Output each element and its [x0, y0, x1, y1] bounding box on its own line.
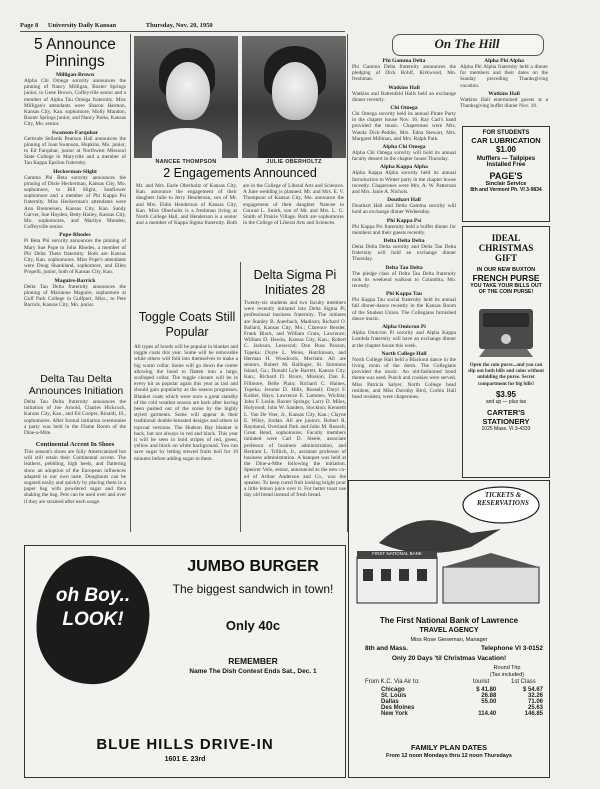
photo-right-caption: JULIE OBERHOLTZ: [266, 159, 322, 165]
ad-carters-l3: GIFT: [494, 253, 517, 263]
ad-carters-l5: FRENCH PURSE: [472, 273, 540, 283]
fare-tourist: 114.40: [478, 711, 497, 717]
hill-item-text: Watkins and Battenfeld Halls held an exchange dinner recently.: [352, 90, 456, 103]
ad-carters-l1: IDEAL: [491, 233, 521, 243]
collar-shape: [152, 128, 222, 158]
fares-from: From K.C. Via Air to:: [365, 679, 420, 685]
pinning-body-4: Pi Beta Phi sorority announces the pinning of Mary Sue Pope to John Rhodes, a member of Phi Delta Theta fraternity. Both are Kansas City, Kan. sophomores. Miss Pope's attendants were Doug Shankland, sophomore, and Ellen Propelli, junior, both of Kansas City, Kan.: [24, 238, 126, 276]
ad-pages-line2: CAR LUBRICATION: [471, 136, 541, 145]
fares-title: Round Trip: [493, 665, 521, 671]
family-plan-note: From 12 noon Mondays thru 12 noon Thursdays: [386, 753, 512, 759]
pinning-sub-3: Heckerman-Slight: [53, 168, 97, 175]
fares-note: (Tax included): [489, 672, 525, 678]
ad-pages-line3: Mufflers — Tailpipes: [476, 156, 536, 162]
ad-carters-address: 1025 Mass. VI 3-4333: [481, 425, 531, 432]
hill-item-heading: Phi Kappa Psi: [386, 217, 422, 224]
ad-pages-line4: Installed Free: [486, 162, 526, 168]
engagements-headline: 2 Engagements Announced: [163, 166, 317, 180]
col2-divider: [240, 262, 241, 532]
hill-item-text: Chi Omega sorority held its annual Pirate Party in the chapter house Nov. 16. Ray Carl's band provided the music. Chaperones were Mrs. Wanda Dick-Peddie, Mrs. Edna Stewart, Mrs. Margaret Millman, and Mrs. Ralph Park.: [352, 111, 456, 142]
fare-first-class: $ 54.67: [522, 687, 543, 693]
fare-city: Dallas: [381, 699, 399, 705]
paper-name: University Daily Kansan: [47, 22, 117, 29]
bank-name: The First National Bank of Lawrence: [379, 616, 519, 625]
toggle-body: All types of hoods will be popular in blanket and toggle coats this year. Some will be removable while others will fold into themselves to make a big warm collar. Some will go down the center allowing the hood to flatten into a large, scalloped collar. The toggle closure will be in every kit as popular again this year as last and should gain popularity as the season progresses. Blanket coats which were once a great standby of the cold weather season are back after having been pushed out of the scene by the highly styled garments. Some will appear in their traditional double-breasted designs and others in topcoat versions. The Hudson Bay blanket is back, but not always in red and black. This year it will be seen in bold stripes of red, green, yellow and black on white background. You can save sugar by letting stewed fruits boil for 10 minutes before adding sugar to them.: [134, 344, 238, 462]
ad-pages-name: PAGE'S: [489, 171, 523, 181]
ad-carters-l6: YOU TAKE YOUR BILLS OUT OF THE COIN PURSE!: [470, 283, 542, 295]
bank-offer: Only 20 Days 'til Christmas Vacation!: [391, 655, 507, 662]
hill-column-1: [352, 56, 456, 526]
fare-row: [379, 711, 545, 717]
collar-shape: [258, 130, 332, 158]
ad-carters-l4: IN OUR NEW BUXTON: [476, 267, 536, 273]
fares-table: [379, 687, 545, 717]
hill-item-heading: North College Hall: [381, 350, 427, 357]
fare-first-class: 146.85: [524, 711, 543, 717]
face-shape: [272, 62, 318, 120]
continental-body: This season's shoes are fully Americanized but will still retain their Continental accent. The leathers, pebbling, high heels, and flattering show an adoption of the European influences adapted to our own taste. Doughnuts can be sugared easily and quickly by placing them in a paper bag with powdered sugar and then shaking the bag. Pets can be used over and over if they are strained after each usage.: [24, 449, 126, 505]
fare-city: Chicago: [381, 687, 405, 693]
hill-item-text: Alpha Omicron Pi sorority and Alpha Kappa Lambda fraternity will have an exchange dinner at the chapter house this week.: [352, 330, 456, 349]
fare-tourist: $ 41.80: [476, 687, 497, 693]
deltasigma-headline: Delta Sigma Pi Initiates 28: [253, 268, 337, 297]
fare-city: Des Moines: [381, 705, 415, 711]
masthead: [20, 22, 235, 31]
purse-illustration: [471, 299, 541, 361]
ad-pages-sinclair: [462, 126, 550, 222]
oh-boy-text: oh Boy.. LOOK!: [55, 585, 131, 630]
page-number: Page 8: [20, 22, 39, 29]
ad-carters-name: CARTER'S STATIONERY: [482, 407, 530, 426]
hill-item-text: Douthart Hall and Delta Gamma sorority will hold an exchange dinner Wednesday.: [352, 203, 456, 216]
masthead-rule: [20, 31, 345, 32]
hill-items-2: [460, 58, 548, 109]
hill-item-text: Watkins Hall entertained guests at a Thanksgiving buffet dinner Nov. 18.: [460, 96, 548, 110]
hill-item-text: Phi Kappa Psi fraternity held a buffet dinner for members and their guests recently.: [352, 223, 456, 236]
ad-carters-tax: and up — plus tax: [485, 398, 527, 405]
hill-item-heading: Delta Tau Delta: [385, 264, 423, 271]
burger-contest: Name The Dish Contest Ends Sat., Dec. 1: [189, 668, 317, 675]
burger-remember: REMEMBER: [228, 656, 278, 666]
hill-item-text: Alpha Phi Alpha fraternity held a dinner for members and their dates on the Sunday preceding Thanksgiving vacation.: [460, 64, 548, 89]
hill-item-heading: Phi Kappa Tau: [385, 291, 423, 298]
ad-pages-price: $1.00: [495, 145, 517, 154]
pinning-body-3: Gamma Phi Beta sorority announces the pinning of Dixie Heckerman, Kansas City, Mo. sophomore, to Bill Slight, Sunflower sophomore and a member of Phi Kappa Psi fraternity. Miss Heckerman's attendants were Ann Brenneisen, Kansas City, Kan. Sandy Garver, Sue Hayden, Betty Hailey, Kansas City, Mo. sophomores, and Marilyn Munden, Coffeyville senior.: [24, 174, 126, 231]
pinnings-column: [24, 72, 126, 309]
ad-pages-address: 8th and Vermont Ph. VI 3-9834: [470, 187, 542, 193]
bank-address: 8th and Mass.: [365, 645, 408, 652]
hill-column-2: [460, 56, 548, 109]
drivein-name: BLUE HILLS DRIVE-IN: [96, 736, 274, 753]
col1-divider: [130, 34, 131, 532]
deltasigma-body: Twenty-six students and two faculty members were recently initiated into Delta Sigma Pi, professional business fraternity. The initiates are Stanley B. Auerbach, Madison; Richard O. Ballard, Kansas City, Mo.; Clarence Bender, Frank Black, and William Crain, Lawrence; William D. Hawks, Kansas City, Kan.; Robert C. Jackson, Leawood; Don Russ Paxson, Topeka; Doyle L. Weiss, Hutchinson, and Herman H. Woodcock, Merriam. All are seniors. Robert M. Ballinger, St. Simmons Island, Ga.; Donald Lyle Barrett, Kansas City, Kan.; Richard D. Bruce, Mission; Dan E. Fillmore, Belle Plain; Richard C. Haines, Topeka; Jerome D. Hills, Russell; Daryl F. Kohler, Hays; Lawrence E. Lammes, Wichita; John F. Leslie, Baxter Springs; Larry D. Miles, Holyrood; John W. Sanders, Stockton; Kenneth L. Van De Veer, Jr., Kansas City, Kan.; Clayne E. Wiley, Jordan. All are juniors. Robert R. Raymond, Overland Park and John M. Russell, Great Bend, sophomores. Faculty members initiated were Carl D. Steele, associate professor of business administration, and Bertram L. Trillich, Jr., assistant professor of business administration. A banquet was held at the Dine-a-Mite following the initiation. Spencer Volo, senior, announced as the new co-ed of Arthur Anderson and Co., was the speaker. To keep cured fruit looking bright pour a little lemon juice over it. For better toast use day old bread instead of fresh bread.: [244, 300, 346, 499]
ad-pages-line1: FOR STUDENTS: [482, 130, 530, 136]
initiation-body: Delta Tau Delta fraternity announces the initiation of Joe Arnold, Charles Hickcock, Kansas City, Kan., and Ed Cooper, Rinaldi, Ill., sophomores. After formal initiation ceremonies a party was held in the Flame Room of the Dine-a-Mite.: [24, 399, 126, 437]
hill-item-text: Phi Gamma Delta fraternity announces the pledging of Dick Rohlf, Kirkwood, Mo. freshman.: [352, 64, 456, 83]
burger-tagline: The biggest sandwich in town!: [172, 582, 334, 596]
initiation-headline: Delta Tau Delta Announces Initiation: [28, 373, 124, 397]
ad-carters: [462, 226, 550, 478]
hill-item-heading: Chi Omega: [390, 105, 418, 112]
hill-item-heading: Watkins Hall: [488, 90, 520, 97]
pinning-sub-5: Maguire-Barrick: [54, 277, 96, 284]
fare-first-class: 32.26: [527, 693, 543, 699]
hill-item-heading: Alpha Phi Alpha: [484, 58, 524, 64]
hill-item-heading: Douthart Hall: [387, 197, 421, 204]
fare-tourist: 55.00: [481, 699, 497, 705]
hill-item-heading: Alpha Chi Omega: [382, 144, 426, 151]
burger-title: JUMBO BURGER: [187, 558, 319, 575]
hill-item-text: Delta Delta Delta sorority and Delta Tau Delta fraternity will hold an exchange dinner Thursday.: [352, 244, 456, 263]
pinning-body-2: Gertrude Sellards Pearson Hall announces the pinning of Joan Swanson, Hopkins, Mo. junior, to Ed Farquhar, junior at Northwest Missouri State College in Maryville and a member of Tau Kappa Epsilon fraternity.: [24, 135, 126, 167]
hill-item-text: North College Hall held a Blackout dance in the living room of the dorm. The Collegians provided the music. An old-fashioned bond theme was used. Punch and cookies were served. Miss Patricia Salyer, North College head resident, and Miss Dorothy Bird, Corbin Hall head resident, were chaperones.: [352, 356, 456, 400]
issue-date: Thursday, Nov. 20, 1950: [145, 22, 213, 29]
fares-col-b: 1st Class: [511, 679, 536, 685]
hill-item-heading: Delta Delta Delta: [383, 238, 425, 245]
hill-title: On The Hill: [434, 36, 500, 51]
hill-items-1: [352, 58, 456, 400]
hill-item-heading: Alpha Omicron Pi: [382, 324, 426, 331]
toggle-headline: Toggle Coats Still Popular: [138, 310, 236, 339]
fares-col-a: tourist: [473, 679, 490, 685]
bank-phone: Telephone VI 3-0152: [480, 645, 543, 652]
fare-city: New York: [381, 711, 408, 717]
pinning-body-1: Alpha Chi Omega sorority announces the pinning of Nancy Milligan, Baxter Springs junior, to Gene Brown, Coffeyville senior and a member of Alpha Tau Omega fraternity. Miss Milligan's attendants were Sharon Harmon, Kansas City, Kan. sophomore, Molly Mandon, Baxter Springs junior, and Nancy Parks, Kansas City, Mo. senior.: [24, 78, 126, 128]
family-plan: FAMILY PLAN DATES: [410, 743, 488, 752]
fares-header: [365, 679, 543, 685]
ad-carters-price: $3.95: [495, 389, 517, 399]
burger-price: Only 40c: [225, 618, 281, 633]
face-shape: [166, 62, 210, 120]
bank-manager: Miss Rose Gieseman, Manager: [410, 637, 488, 643]
ad-pages-sub: Sinclair Service: [485, 181, 527, 187]
fare-tourist: 26.88: [481, 693, 497, 699]
fare-first-class: 25.63: [527, 705, 543, 711]
engagements-body: Mr. and Mrs. Earle Oberholtz of Kansas City, Kan. announce the engagement of their daughter Julie to Jerry Henderson, son of Mr. and Mrs. Eldin Henderson of Kansas City, Kan. Miss Oberholtz is a freshman living at North College Hall, and Henderson is a senior and a member of Kappa Sigma fraternity. Both are in the College of Liberal Arts and Sciences. A June wedding is planned. Mr. and Mrs. E. V. Thompson of Kansas City, Mo. announce the engagement of their daughter Nancee to Conrad L. Smith, son of Mr. and Mrs. L. G. Smith of Prairie Village. Both are sophomores in the College of Liberal Arts and Sciences.: [136, 183, 344, 227]
drivein-address: 1601 E. 23rd: [164, 756, 206, 763]
pinnings-headline: 5 Announce Pinnings: [34, 36, 116, 70]
hill-item-text: Phi Kappa Tau social fraternity held its annual fall dinner-dance recently in the Kansas Room of the Student Union. The Collegians furnished dance music.: [352, 297, 456, 322]
bank-dept: TRAVEL AGENCY: [419, 627, 479, 634]
fare-first-class: 71.06: [527, 699, 543, 705]
hill-item-heading: Watkins Hall: [388, 84, 420, 91]
col3-divider: [347, 34, 348, 532]
ad-blue-hills: [24, 545, 346, 778]
ad-carters-l2: CHRISTMAS: [478, 243, 534, 253]
ad-carters-desc: Open the coin purse...and you can slip out both bills and coins without unfolding the purse. Secret compartment for big bills!: [468, 363, 544, 387]
pinning-body-5: Delta Tau Delta fraternity announces the pinning of Marianne Maguire, sophomore at Gulf Park College in Gulfport, Miss., to Pete Barrick, Kansas City, Mo. junior.: [24, 283, 126, 309]
pinning-sub-1: Milligan-Brown: [55, 72, 95, 78]
hill-item-text: Alpha Kappa Alpha sorority held its annual Introduction to Winter party in the chapter house recently. Chaperones were Mrs. A. W. Patterson and Mrs. Janie A. Nichols.: [352, 170, 456, 196]
hill-item-text: Alpha Chi Omega sorority will hold its annual faculty dessert in the chapter house Thursday.: [352, 150, 456, 163]
bank-tickets: TICKETS & RESERVATIONS: [477, 491, 529, 507]
photo-left-caption: NANCEE THOMPSON: [155, 159, 217, 165]
photo-left: [134, 36, 238, 158]
hill-item-heading: Phi Gamma Delta: [382, 58, 426, 64]
photo-right: [242, 36, 346, 158]
pinning-sub-4: Pope-Rhodes: [59, 232, 91, 239]
hill-item-text: The pledge class of Delta Tau Delta fraternity took its weekend walkout to Columbia, Mo. recently.: [352, 270, 456, 290]
pinning-sub-2: Swanson-Farquhar: [51, 129, 99, 136]
continental-headline: Continental Accent In Shoes: [35, 441, 115, 448]
hill-item-heading: Alpha Kappa Alpha: [380, 164, 428, 171]
bank-building-sign: FIRST NATIONAL BANK: [372, 551, 422, 556]
fare-city: St. Louis: [381, 693, 407, 699]
ad-first-national-bank: [348, 480, 550, 778]
